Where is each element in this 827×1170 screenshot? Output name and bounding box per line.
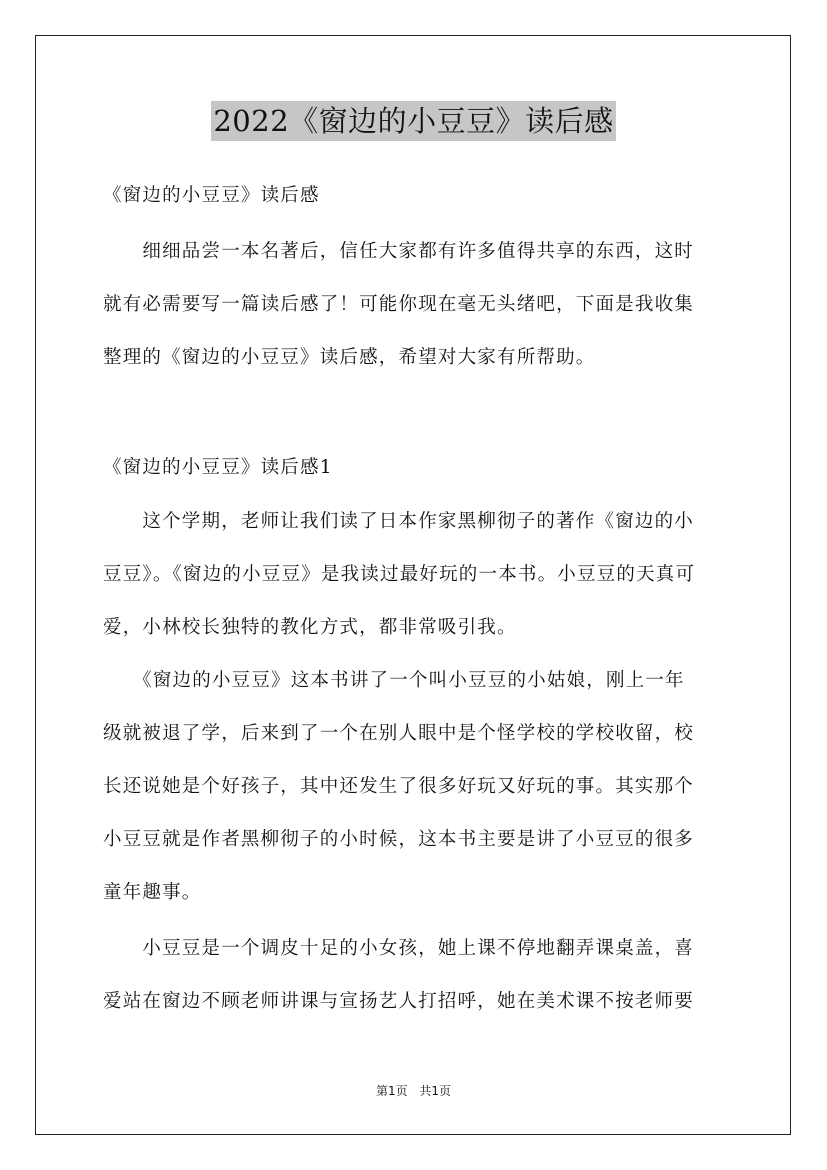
- body-line: 小豆豆就是作者黑柳彻子的小时候，这本书主要是讲了小豆豆的很多: [103, 829, 695, 850]
- body-line: 童年趣事。: [103, 882, 202, 903]
- body-line: 《窗边的小豆豆》这本书讲了一个叫小豆豆的小姑娘，刚上一年: [103, 670, 685, 691]
- page-total: 共1页: [419, 1084, 452, 1098]
- body-line: 豆豆》。《窗边的小豆豆》是我读过最好玩的一本书。小豆豆的天真可: [103, 564, 696, 585]
- section-heading: 《窗边的小豆豆》读后感1: [103, 457, 333, 478]
- intro-line: 整理的《窗边的小豆豆》读后感，希望对大家有所帮助。: [103, 347, 596, 368]
- document-title: 2022《窗边的小豆豆》读后感: [211, 101, 615, 141]
- body-line: 爱站在窗边不顾老师讲课与宣扬艺人打招呼，她在美术课不按老师要: [103, 991, 695, 1012]
- page-footer: [0, 1082, 827, 1099]
- intro-line: 就有必需要写一篇读后感了！可能你现在毫无头绪吧，下面是我收集: [103, 294, 695, 315]
- body-line: 这个学期，老师让我们读了日本作家黑柳彻子的著作《窗边的小: [103, 511, 695, 532]
- body-line: 级就被退了学，后来到了一个在别人眼中是个怪学校的学校收留，校: [103, 723, 695, 744]
- intro-heading: 《窗边的小豆豆》读后感: [103, 185, 320, 206]
- page-number: 第1页: [375, 1084, 408, 1098]
- body-line: 爱，小林校长独特的教化方式，都非常吸引我。: [103, 617, 517, 638]
- title-container: [0, 101, 827, 141]
- body-line: 长还说她是个好孩子，其中还发生了很多好玩又好玩的事。其实那个: [103, 776, 695, 797]
- body-line: 小豆豆是一个调皮十足的小女孩，她上课不停地翻弄课桌盖，喜: [103, 938, 695, 959]
- intro-line: 细细品尝一本名著后，信任大家都有许多值得共享的东西，这时: [103, 241, 695, 262]
